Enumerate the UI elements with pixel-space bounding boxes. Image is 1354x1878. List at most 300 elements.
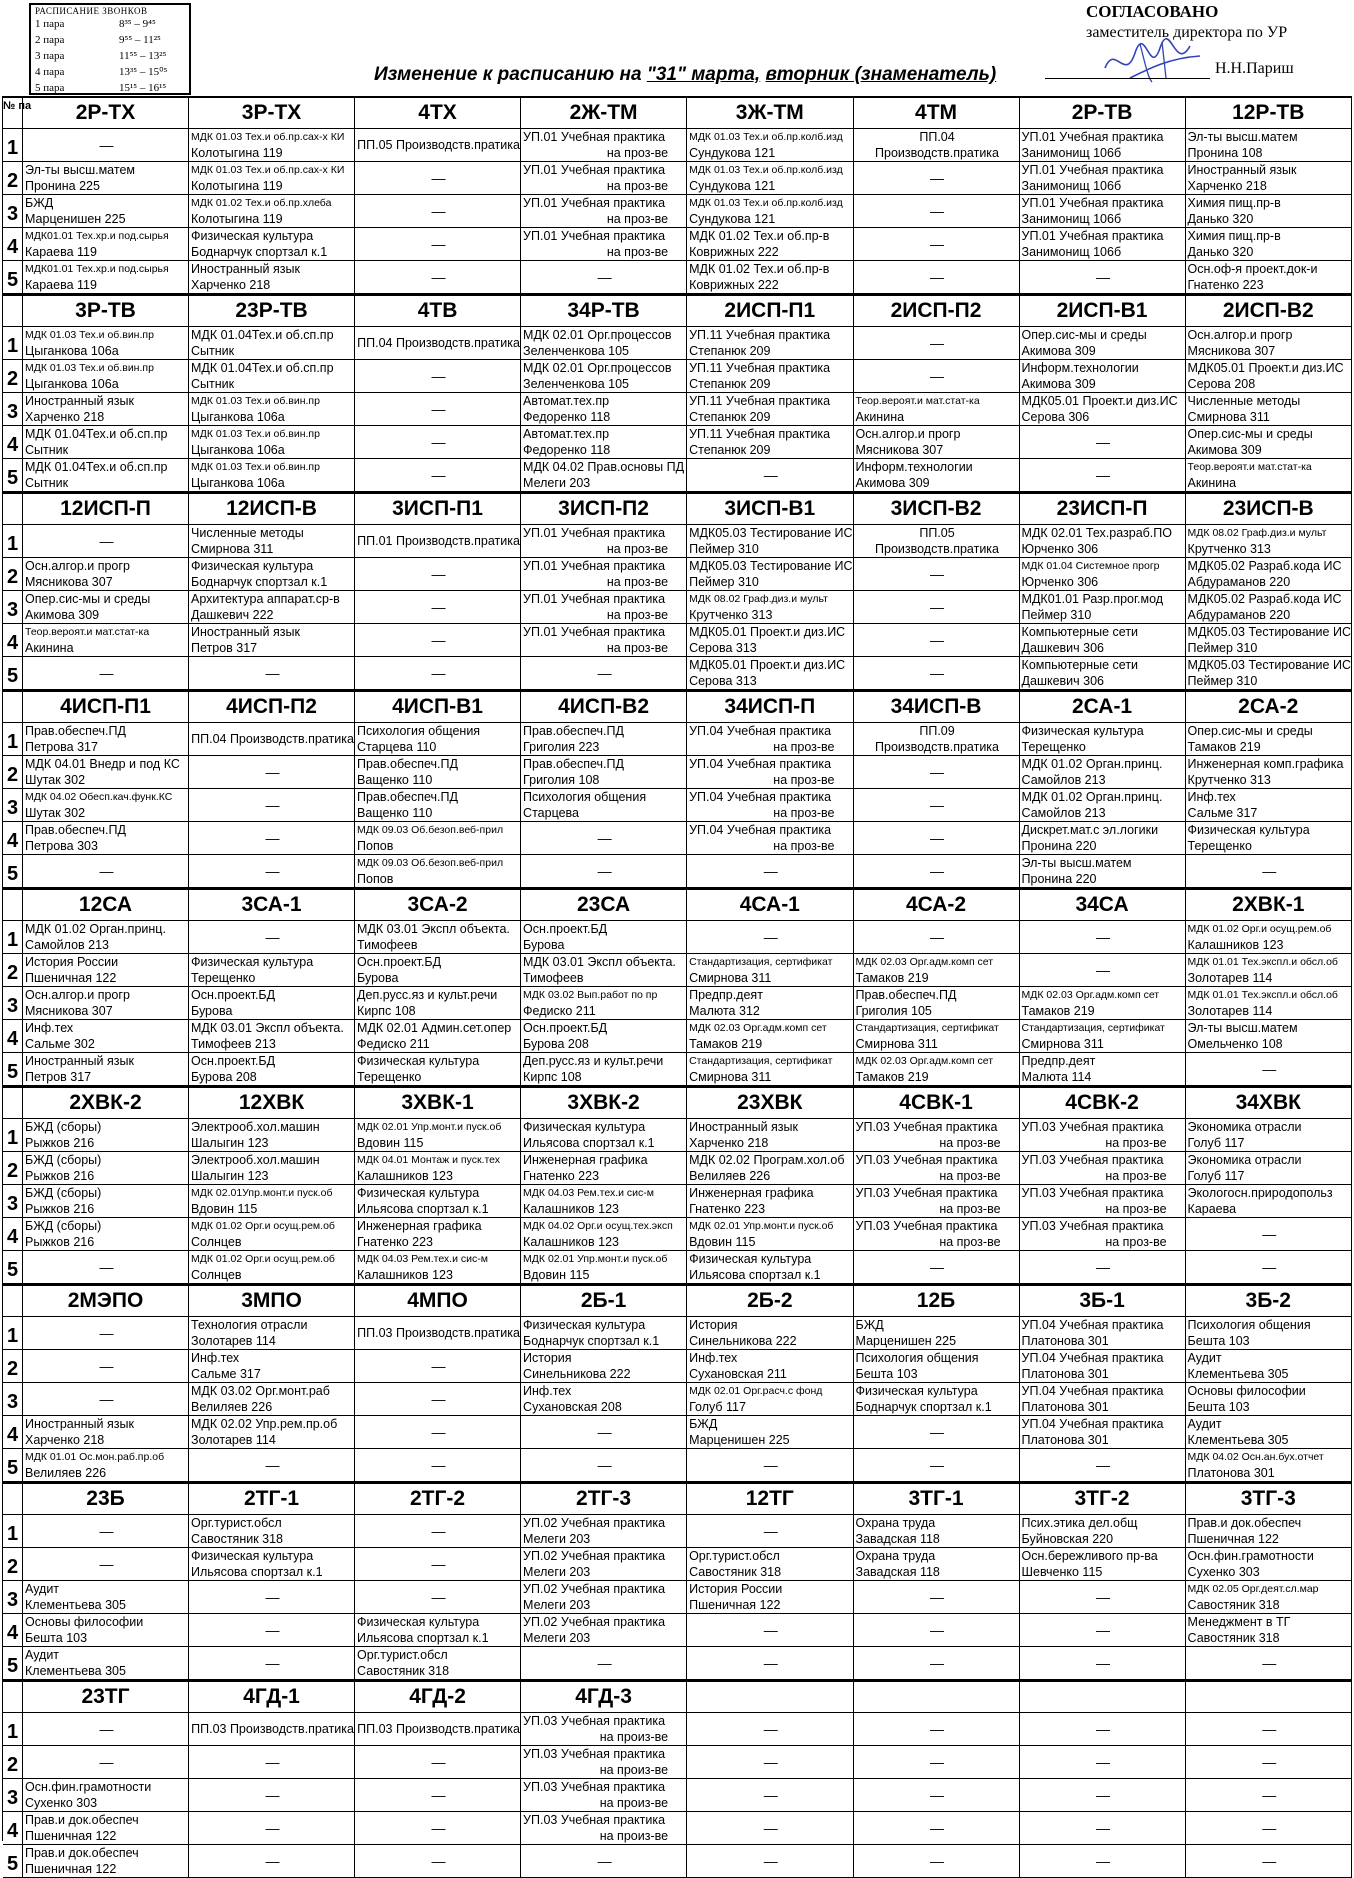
cell-subject: Иностранный язык (191, 625, 300, 639)
schedule-cell: — (23, 1251, 189, 1284)
schedule-cell: — (355, 591, 521, 624)
schedule-cell (1186, 261, 1352, 294)
cell-teacher-room: Рыжков 216 (25, 1202, 95, 1216)
schedule-cell (23, 1218, 189, 1251)
group-header: 34ХВК (1186, 1086, 1352, 1119)
cell-subject: Теор.вероят.и мат.стат-ка (25, 626, 150, 638)
schedule-cell (355, 855, 521, 888)
cell-teacher-room: Золотарев 114 (1187, 971, 1273, 985)
cell-subject: Информ.технологии (855, 460, 973, 474)
cell-subject: Осн.проект.БД (357, 955, 442, 969)
cell-subject: МДК 01.03 Тех.и об.вин.пр (191, 461, 320, 473)
cell-subject: МДК 04.02 Прав.основы ПД (523, 460, 685, 474)
schedule-cell (189, 1185, 355, 1218)
schedule-cell (1186, 195, 1352, 228)
cell-subject: Психология общения (855, 1351, 979, 1365)
cell-teacher-room: Мелеги 203 (523, 1598, 591, 1612)
schedule-cell (189, 1053, 355, 1086)
cell-subject: Прав.обеспеч.ПД (357, 790, 458, 804)
pair-number: 3 (3, 1581, 23, 1614)
cell-teacher-room: Смирнова 311 (855, 1037, 938, 1051)
pair-number-header (3, 1482, 23, 1515)
cell-subject: МДК 03.02 Вып.работ по пр (523, 989, 658, 1001)
schedule-cell (521, 591, 687, 624)
cell-teacher-room: Занимонищ 106б (1021, 146, 1122, 160)
schedule-cell: — (1186, 1053, 1352, 1086)
schedule-cell: — (854, 195, 1020, 228)
cell-subject: УП.04 Учебная практика (689, 724, 832, 738)
cell-teacher-room: Сухановская 211 (689, 1367, 787, 1381)
schedule-cell: — (854, 1779, 1020, 1812)
cell-subject: Теор.вероят.и мат.стат-ка (1187, 461, 1312, 473)
schedule-cell (189, 261, 355, 294)
schedule-cell: — (521, 1845, 687, 1878)
cell-teacher-room: Бешта 103 (25, 1631, 88, 1645)
cell-subject: МДК 02.01 Орг.процессов (523, 361, 672, 375)
cell-teacher-room: Калашников 123 (1187, 938, 1284, 952)
cell-teacher-room: Клементьева 305 (25, 1598, 126, 1612)
cell-teacher-room: на проз-ве (939, 1235, 1001, 1249)
cell-subject: МДК01.01 Разр.прог.мод (1021, 592, 1164, 606)
cell-subject: Аудит (25, 1582, 60, 1596)
cell-subject: Эл-ты высш.матем (1187, 130, 1298, 144)
cell-teacher-room: Пшеничная 122 (689, 1598, 781, 1612)
cell-subject: УП.04 Учебная практика (1021, 1351, 1164, 1365)
cell-teacher-room: на произ-ве (599, 1730, 669, 1744)
cell-subject: МДК 02.01 Админ.сет.опер (357, 1021, 512, 1035)
schedule-cell (23, 1119, 189, 1152)
schedule-table (2, 96, 1352, 1876)
cell-teacher-room: Самойлов 213 (1021, 806, 1106, 820)
cell-teacher-room: Тамаков 219 (855, 1070, 929, 1084)
schedule-cell: — (355, 1383, 521, 1416)
cell-teacher-room: Харченко 218 (689, 1136, 769, 1150)
cell-subject: УП.03 Учебная практика (523, 1747, 666, 1761)
cell-teacher-room: на проз-ве (1105, 1202, 1167, 1216)
pair-number: 1 (3, 1317, 23, 1350)
cell-subject: МДК 01.03 Тех.и об.вин.пр (191, 395, 320, 407)
pair-number: 3 (3, 393, 23, 426)
schedule-cell: — (854, 228, 1020, 261)
schedule-cell: — (687, 1812, 853, 1845)
cell-teacher-room: на проз-ве (939, 1169, 1001, 1183)
approval-position: заместитель директора по УР (1086, 24, 1288, 41)
cell-teacher-room: на проз-ве (773, 740, 835, 754)
schedule-cell (1186, 1020, 1352, 1053)
cell-teacher-room: Сальме 317 (1187, 806, 1258, 820)
cell-teacher-room: Степанюк 209 (689, 410, 771, 424)
schedule-cell (687, 360, 853, 393)
pair-number: 3 (3, 789, 23, 822)
schedule-cell (687, 657, 853, 690)
schedule-cell: ПП.03 Производств.пратика (189, 1713, 355, 1746)
cell-teacher-room: Петров 317 (191, 641, 258, 655)
schedule-cell (854, 1548, 1020, 1581)
group-header: 3ХВК-1 (355, 1086, 521, 1119)
cell-teacher-room: Синельникова 222 (523, 1367, 631, 1381)
cell-teacher-room: Дашкевич 306 (1021, 641, 1105, 655)
pair-number: 1 (3, 921, 23, 954)
cell-subject: Аудит (25, 1648, 60, 1662)
schedule-cell: — (687, 1614, 853, 1647)
schedule-cell: — (854, 558, 1020, 591)
schedule-cell (521, 1713, 687, 1746)
schedule-cell: — (1020, 1779, 1186, 1812)
cell-subject: УП.04 Учебная практика (689, 823, 832, 837)
cell-teacher-room: Харченко 218 (25, 1433, 105, 1447)
group-header: 2Р-ТВ (1020, 98, 1186, 129)
cell-teacher-room: Гнатенко 223 (689, 1202, 766, 1216)
cell-subject: Эл-ты высш.матем (1187, 1021, 1298, 1035)
group-header: 3Ж-ТМ (687, 98, 853, 129)
schedule-cell: — (355, 360, 521, 393)
schedule-cell: — (687, 1647, 853, 1680)
schedule-cell (1020, 1053, 1186, 1086)
schedule-cell (521, 723, 687, 756)
cell-teacher-room: Пшеничная 122 (25, 1829, 117, 1843)
pair-number: 4 (3, 624, 23, 657)
schedule-cell: — (355, 1581, 521, 1614)
cell-subject: МДК 04.01 Внедр и под КС (25, 757, 180, 771)
schedule-cell (521, 1119, 687, 1152)
pair-number: 2 (3, 1548, 23, 1581)
schedule-cell (687, 261, 853, 294)
bell-time: 9⁵⁵ – 11²⁵ (119, 34, 161, 46)
schedule-cell (1020, 1515, 1186, 1548)
cell-subject: Численные методы (1187, 394, 1301, 408)
cell-teacher-room: Золотарев 114 (191, 1334, 276, 1348)
schedule-cell (1020, 1218, 1186, 1251)
group-header: 23СА (521, 888, 687, 921)
schedule-cell (854, 1053, 1020, 1086)
cell-teacher-room: Савостяник 318 (1187, 1598, 1280, 1612)
cell-subject: МДК 02.03 Орг.адм.комп сет (1021, 989, 1160, 1001)
schedule-cell (521, 1746, 687, 1779)
cell-teacher-room: Пеймер 310 (689, 542, 759, 556)
cell-teacher-room: Ильясова спортзал к.1 (357, 1202, 489, 1216)
schedule-cell: — (854, 921, 1020, 954)
cell-teacher-room: на проз-ве (773, 839, 835, 853)
schedule-cell (521, 1251, 687, 1284)
pair-number: 5 (3, 459, 23, 492)
schedule-cell: — (1186, 1713, 1352, 1746)
schedule-cell (189, 129, 355, 162)
cell-teacher-room: Самойлов 213 (1021, 773, 1106, 787)
cell-teacher-room: Цыганкова 106а (25, 344, 119, 358)
cell-teacher-room: Юрченко 306 (1021, 542, 1099, 556)
schedule-cell (189, 1416, 355, 1449)
schedule-cell (355, 1119, 521, 1152)
schedule-cell (23, 756, 189, 789)
cell-teacher-room: Голуб 117 (689, 1400, 746, 1414)
group-header: 34ИСП-В (854, 690, 1020, 723)
cell-subject: Физическая культура (191, 559, 314, 573)
cell-subject: МДК05.03 Тестирование ИС (689, 526, 853, 540)
cell-teacher-room: Мясникова 307 (1187, 344, 1276, 358)
cell-subject: Электрооб.хол.машин (191, 1120, 320, 1134)
cell-subject: Прав.обеспеч.ПД (25, 724, 126, 738)
cell-subject: Иностранный язык (191, 262, 300, 276)
cell-subject: МДК 01.04Тех.и об.сп.пр (191, 328, 334, 342)
cell-subject: БЖД (сборы) (25, 1219, 102, 1233)
cell-teacher-room: Акимова 309 (1021, 377, 1096, 391)
cell-subject: Химия пищ.пр-в (1187, 229, 1281, 243)
cell-subject: УП.04 Учебная практика (1021, 1318, 1164, 1332)
schedule-cell: — (1186, 1845, 1352, 1878)
schedule-cell: — (23, 1317, 189, 1350)
schedule-cell (189, 393, 355, 426)
group-header: 3Б-1 (1020, 1284, 1186, 1317)
bell-time: 13³⁵ – 15⁰⁵ (119, 66, 168, 78)
cell-teacher-room: Тамаков 219 (1021, 1004, 1095, 1018)
schedule-cell (355, 1614, 521, 1647)
schedule-cell (521, 162, 687, 195)
schedule-cell (23, 987, 189, 1020)
schedule-cell: — (355, 1845, 521, 1878)
cell-teacher-room: Вдовин 115 (523, 1268, 590, 1282)
schedule-cell (1020, 1416, 1186, 1449)
schedule-cell: — (521, 822, 687, 855)
cell-subject: Прав.обеспеч.ПД (855, 988, 957, 1002)
cell-subject: Орг.турист.обсл (689, 1549, 780, 1563)
cell-subject: МДК 04.03 Рем.тех.и сис-м (357, 1253, 488, 1265)
schedule-cell (355, 1647, 521, 1680)
cell-teacher-room: Степанюк 209 (689, 443, 771, 457)
cell-subject: БЖД (сборы) (25, 1120, 102, 1134)
schedule-cell: — (1020, 1614, 1186, 1647)
cell-subject: Инф.тех (25, 1021, 74, 1035)
schedule-cell (1020, 657, 1186, 690)
cell-subject: УП.11 Учебная практика (689, 361, 831, 375)
group-header: 23ХВК (687, 1086, 853, 1119)
schedule-cell (355, 1185, 521, 1218)
cell-subject: Охрана труда (855, 1516, 936, 1530)
schedule-cell (189, 1251, 355, 1284)
group-header: 23ИСП-В (1186, 492, 1352, 525)
cell-teacher-room: Солнцев (191, 1268, 242, 1282)
schedule-cell: — (687, 1713, 853, 1746)
schedule-cell: — (854, 261, 1020, 294)
cell-teacher-room: Харченко 218 (1187, 179, 1267, 193)
bell-time: 8³⁵ – 9⁴⁵ (119, 18, 156, 30)
schedule-cell (1020, 327, 1186, 360)
cell-subject: Основы философии (25, 1615, 144, 1629)
cell-subject: МДК 01.02 Тех.и об.пр-в (689, 262, 830, 276)
cell-teacher-room: Сытник (191, 377, 235, 391)
group-header (1020, 1680, 1186, 1713)
cell-teacher-room: Клементьева 305 (1187, 1433, 1289, 1447)
schedule-cell (23, 723, 189, 756)
schedule-cell: — (355, 657, 521, 690)
cell-teacher-room: Голуб 117 (1187, 1136, 1245, 1150)
schedule-cell: — (854, 1614, 1020, 1647)
schedule-cell (1186, 756, 1352, 789)
schedule-cell (1186, 657, 1352, 690)
schedule-cell: — (521, 657, 687, 690)
cell-subject: Осн.проект.БД (191, 988, 276, 1002)
schedule-cell (1186, 459, 1352, 492)
cell-subject: МДК05.03 Тестирование ИС (1187, 625, 1351, 639)
schedule-cell (521, 1218, 687, 1251)
cell-teacher-room: Завадская 118 (855, 1565, 940, 1579)
cell-teacher-room: Золотарев 114 (1187, 1004, 1273, 1018)
schedule-cell (687, 1020, 853, 1053)
cell-subject: Психология общения (1187, 1318, 1311, 1332)
schedule-cell: — (521, 1647, 687, 1680)
cell-teacher-room: Шевченко 115 (1021, 1565, 1103, 1579)
schedule-cell (355, 1251, 521, 1284)
schedule-cell (355, 789, 521, 822)
cell-subject: Численные методы (191, 526, 304, 540)
cell-subject: МДК 01.01 Тех.экспл.и обсл.об (1187, 989, 1338, 1001)
schedule-cell: — (355, 426, 521, 459)
schedule-cell (23, 162, 189, 195)
cell-subject: МДК 01.03 Тех.и об.пр.колб.изд (689, 131, 843, 143)
schedule-cell (687, 1548, 853, 1581)
group-header: 12СА (23, 888, 189, 921)
schedule-cell: — (189, 1581, 355, 1614)
cell-teacher-room: Кирпс 108 (357, 1004, 416, 1018)
cell-subject: Автомат.тех.пр (523, 427, 610, 441)
cell-teacher-room: Караева (1187, 1202, 1237, 1216)
cell-subject: МДК 04.01 Монтаж и пуск.тех (357, 1154, 501, 1166)
cell-teacher-room: Клементьева 305 (1187, 1367, 1289, 1381)
cell-teacher-room: Смирнова 311 (191, 542, 274, 556)
cell-teacher-room: на произ-ве (599, 1829, 669, 1843)
schedule-cell (1020, 756, 1186, 789)
cell-subject: МДК 01.01 Тех.экспл.и обсл.об (1187, 956, 1338, 968)
cell-subject: МДК 02.03 Орг.адм.комп сет (855, 956, 994, 968)
cell-teacher-room: Федоренко 118 (523, 443, 611, 457)
cell-subject: МДК 04.02 Орг.и осущ.тех.эксп (523, 1220, 673, 1232)
cell-teacher-room: Караева 119 (25, 245, 97, 259)
schedule-cell: — (1186, 1746, 1352, 1779)
group-header: 4СВК-2 (1020, 1086, 1186, 1119)
cell-subject: Инф.тех (191, 1351, 240, 1365)
cell-subject: МДК 02.03 Орг.адм.комп сет (855, 1055, 994, 1067)
group-header: 2СА-2 (1186, 690, 1352, 723)
cell-subject: Физическая культура (357, 1054, 480, 1068)
cell-teacher-room: Абдураманов 220 (1187, 575, 1291, 589)
cell-subject: МДК 09.03 Об.безоп.веб-прил (357, 857, 504, 869)
pair-number: 5 (3, 1449, 23, 1482)
cell-subject: УП.03 Учебная практика (1021, 1120, 1164, 1134)
schedule-cell: — (189, 657, 355, 690)
cell-subject: УП.01 Учебная практика (523, 526, 666, 540)
cell-teacher-room: Григолия 108 (523, 773, 600, 787)
cell-teacher-room: Дашкевич 306 (1021, 674, 1105, 688)
cell-teacher-room: Терещенко (191, 971, 256, 985)
cell-subject: УП.04 Учебная практика (1021, 1384, 1164, 1398)
schedule-cell (1186, 360, 1352, 393)
schedule-cell (521, 624, 687, 657)
group-header: 3МПО (189, 1284, 355, 1317)
cell-subject: МДК 01.02 Тех.и об.пр.хлеба (191, 197, 332, 209)
schedule-cell: — (854, 756, 1020, 789)
group-header: 2ТГ-1 (189, 1482, 355, 1515)
cell-subject: Прав.и док.обеспеч (1187, 1516, 1302, 1530)
group-header: 3ИСП-В1 (687, 492, 853, 525)
schedule-cell (687, 591, 853, 624)
schedule-cell (23, 1581, 189, 1614)
cell-subject: Физическая культура (1187, 823, 1310, 837)
group-header: 4ГД-3 (521, 1680, 687, 1713)
cell-teacher-room: Бурова 208 (191, 1070, 257, 1084)
schedule-cell: — (687, 459, 853, 492)
pair-number: 4 (3, 1218, 23, 1251)
schedule-cell (189, 327, 355, 360)
cell-teacher-room: Пшеничная 122 (1187, 1532, 1279, 1546)
cell-teacher-room: Ильясова спортзал к.1 (689, 1268, 821, 1282)
cell-teacher-room: Акинина (1187, 476, 1237, 490)
bell-pair-label: 2 пара (35, 34, 65, 46)
schedule-cell (521, 1317, 687, 1350)
cell-subject: Психология общения (357, 724, 481, 738)
cell-subject: УП.03 Учебная практика (1021, 1153, 1164, 1167)
schedule-cell (23, 1647, 189, 1680)
schedule-cell: — (1186, 1812, 1352, 1845)
schedule-cell (521, 1581, 687, 1614)
cell-teacher-room: Тамаков 219 (689, 1037, 763, 1051)
cell-subject: Физическая культура (357, 1615, 480, 1629)
cell-teacher-room: Велиляев 226 (191, 1400, 273, 1414)
cell-teacher-room: Занимонищ 106б (1021, 245, 1122, 259)
group-header: 12ИСП-В (189, 492, 355, 525)
cell-teacher-room: Григолия 223 (523, 740, 600, 754)
group-header: 3Б-2 (1186, 1284, 1352, 1317)
schedule-cell (23, 1416, 189, 1449)
schedule-cell (521, 954, 687, 987)
cell-teacher-room: Сытник (25, 476, 69, 490)
cell-subject: БЖД (689, 1417, 718, 1431)
cell-subject: УП.01 Учебная практика (523, 559, 666, 573)
cell-teacher-room: Савостяник 318 (357, 1664, 450, 1678)
cell-teacher-room: Платонова 301 (1021, 1334, 1109, 1348)
cell-teacher-room: Велиляев 226 (689, 1169, 771, 1183)
schedule-cell (23, 789, 189, 822)
schedule-cell (189, 360, 355, 393)
cell-subject: История России (689, 1582, 783, 1596)
schedule-cell: — (189, 1779, 355, 1812)
schedule-cell: — (854, 360, 1020, 393)
cell-teacher-room: Боднарчук спортзал к.1 (523, 1334, 660, 1348)
group-header: 3СА-2 (355, 888, 521, 921)
cell-teacher-room: на проз-ве (773, 806, 835, 820)
pair-number: 3 (3, 591, 23, 624)
schedule-cell (854, 723, 1020, 756)
schedule-cell: — (1020, 1449, 1186, 1482)
pair-number: 4 (3, 1416, 23, 1449)
cell-subject: МДК 02.01 Орг.процессов (523, 328, 672, 342)
bell-row (35, 16, 185, 32)
cell-subject: МДК 02.01 Упр.монт.и пуск.об (523, 1253, 668, 1265)
schedule-cell (189, 987, 355, 1020)
schedule-cell: — (521, 261, 687, 294)
cell-teacher-room: Малюта 114 (1021, 1070, 1092, 1084)
cell-subject: УП.01 Учебная практика (523, 163, 666, 177)
schedule-cell (854, 1119, 1020, 1152)
cell-subject: Осн.бережливого пр-ва (1021, 1549, 1158, 1563)
cell-subject: Стандартизация, сертификат (689, 1055, 833, 1067)
cell-teacher-room: Крутченко 313 (1187, 773, 1271, 787)
schedule-cell: — (854, 855, 1020, 888)
group-header: 2Р-ТХ (23, 98, 189, 129)
cell-teacher-room: на проз-ве (1105, 1169, 1167, 1183)
schedule-cell (1020, 393, 1186, 426)
schedule-cell (687, 756, 853, 789)
cell-subject: Компьютерные сети (1021, 658, 1139, 672)
schedule-cell: — (355, 195, 521, 228)
